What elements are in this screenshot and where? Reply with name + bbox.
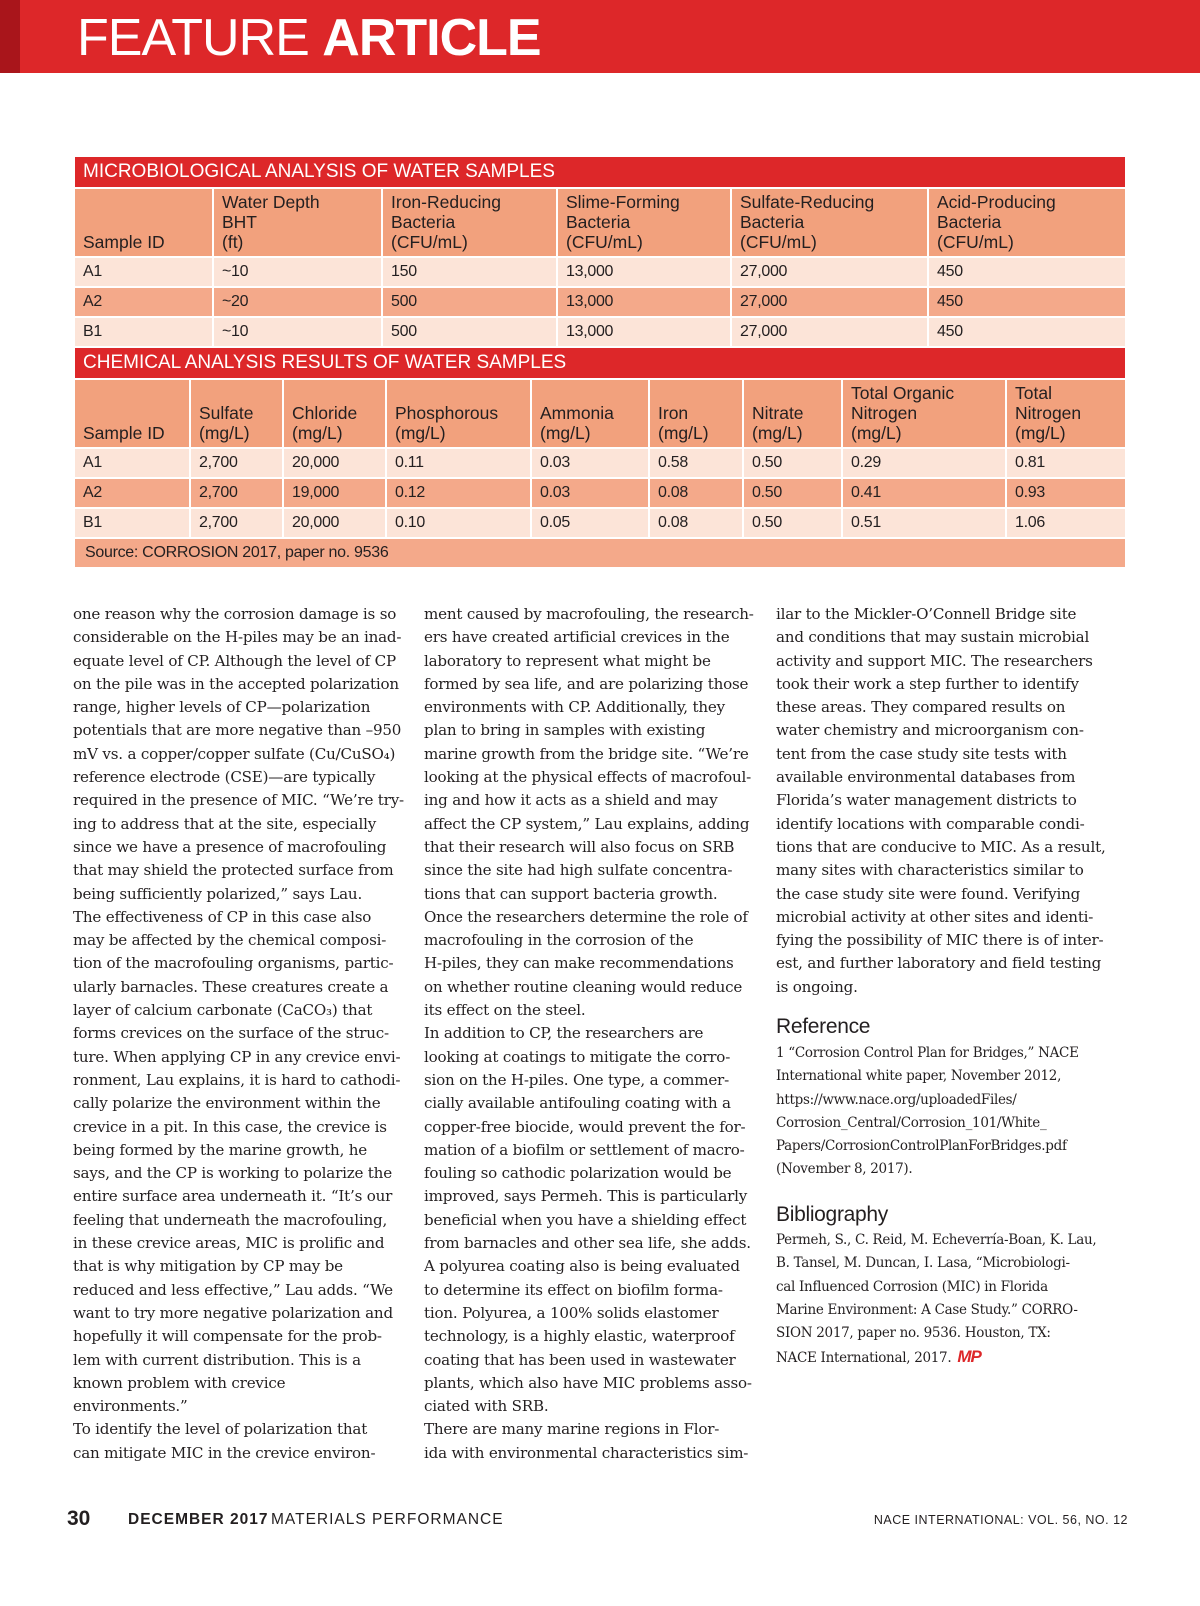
- table-cell: 0.08: [650, 479, 744, 509]
- text-line: laboratory to represent what might be: [424, 651, 711, 670]
- page-number: 30: [67, 1507, 91, 1530]
- text-line: many sites with characteristics similar to: [776, 861, 1084, 880]
- table-cell: 13,000: [558, 258, 732, 288]
- text-line: one reason why the corrosion damage is so: [73, 605, 397, 623]
- text-line: to determine its effect on biofilm forma-: [424, 1280, 723, 1299]
- table-row: [75, 258, 1125, 288]
- table2-column-header-line: (mg/L): [658, 423, 709, 443]
- table1-column-header: [75, 189, 214, 258]
- text-line: Marine Environment: A Case Study.” CORRO-: [776, 1301, 1078, 1318]
- table-cell: 0.03: [532, 449, 650, 479]
- table1-column-header-line: Bacteria: [391, 212, 456, 232]
- text-line: mation of a biofilm or settlement of macro-: [424, 1140, 745, 1159]
- text-line: Permeh, S., C. Reid, M. Echeverría-Boan, K. Lau,: [776, 1232, 1097, 1248]
- table2-column-header: [650, 380, 744, 449]
- chemical-table: [75, 348, 1125, 539]
- table-cell: 1.06: [1007, 509, 1125, 539]
- text-line: activity and support MIC. The researchers: [776, 651, 1093, 670]
- table-row: [75, 479, 1125, 509]
- table1-column-header-line: Slime-Forming: [566, 192, 680, 212]
- table1-column-header-line: (CFU/mL): [740, 232, 817, 252]
- text-line: macrofouling in the corrosion of the: [424, 931, 694, 950]
- text-line: potentials that are more negative than –950: [73, 721, 402, 740]
- text-line: affect the CP system,” Lau explains, adding: [424, 814, 750, 833]
- table2-column-header-line: Sample ID: [83, 423, 165, 443]
- table-cell: 2,700: [191, 509, 284, 539]
- table1-column-header-line: Water Depth: [222, 192, 320, 212]
- text-line: being formed by the marine growth, he: [73, 1140, 368, 1159]
- table2-column-header-line: Total: [1015, 383, 1052, 403]
- table1-column-header-line: Sample ID: [83, 232, 165, 252]
- body-column-3: [776, 603, 1106, 999]
- text-line: ers have created artificial crevices in the: [424, 628, 730, 647]
- table-row: [75, 449, 1125, 479]
- text-line: took their work a step further to identify: [776, 674, 1079, 693]
- text-line: forms crevices on the surface of the struc-: [73, 1024, 389, 1043]
- text-line: reduced and less effective,” Lau adds. “We: [73, 1280, 393, 1299]
- text-line: environments with CP. Additionally, they: [424, 698, 725, 717]
- table-cell: 0.12: [387, 479, 532, 509]
- section-title: [77, 8, 541, 68]
- table1-column-header-line: BHT: [222, 212, 257, 232]
- text-line: ida with environmental characteristics sim-: [424, 1443, 749, 1462]
- text-line: tions that are conducive to MIC. As a result,: [776, 837, 1106, 856]
- table-cell: 13,000: [558, 318, 732, 348]
- table2-column-header-line: Iron: [658, 403, 689, 423]
- text-line: ing to address that at the site, especially: [73, 814, 377, 833]
- text-line: lem with current distribution. This is a: [73, 1350, 361, 1369]
- table1-column-header-line: Acid-Producing: [937, 192, 1056, 212]
- text-line: plants, which also have MIC problems asso-: [424, 1373, 752, 1392]
- issue-date: DECEMBER 2017: [128, 1511, 269, 1528]
- publisher-volume: NACE INTERNATIONAL: VOL. 56, NO. 12: [873, 1513, 1128, 1527]
- table2-column-header: [843, 380, 1007, 449]
- table-cell: 0.10: [387, 509, 532, 539]
- text-line: marine growth from the bridge site. “We’re: [424, 744, 749, 763]
- text-line: being sufficiently polarized,” says Lau.: [73, 884, 363, 903]
- text-line: reference electrode (CSE)—are typically: [73, 768, 376, 787]
- table-cell: 0.03: [532, 479, 650, 509]
- table1-column-header-line: Iron-Reducing: [391, 192, 501, 212]
- table2-column-header-line: (mg/L): [199, 423, 250, 443]
- text-line: tion. Polyurea, a 100% solids elastomer: [424, 1303, 719, 1322]
- text-line: technology, is a highly elastic, waterproof: [424, 1327, 735, 1346]
- table2-column-header: [532, 380, 650, 449]
- text-line: (November 8, 2017).: [776, 1161, 913, 1178]
- table-cell: ~20: [214, 288, 383, 318]
- table2-column-header-line: (mg/L): [1015, 423, 1066, 443]
- text-line: formed by sea life, and are polarizing those: [424, 674, 749, 693]
- table-cell: 2,700: [191, 479, 284, 509]
- table-cell: 500: [383, 288, 558, 318]
- table2-column-header-line: (mg/L): [395, 423, 446, 443]
- table2-column-header: [1007, 380, 1125, 449]
- table-cell: A1: [75, 449, 191, 479]
- chemical-table-title: CHEMICAL ANALYSIS RESULTS OF WATER SAMPLES: [75, 348, 1125, 380]
- table1-column-header-line: (CFU/mL): [566, 232, 643, 252]
- table-source-note: Source: CORROSION 2017, paper no. 9536: [75, 539, 1125, 567]
- table-cell: 2,700: [191, 449, 284, 479]
- text-line: H-piles, they can make recommendations: [424, 954, 734, 973]
- text-line: cal Influenced Corrosion (MIC) in Florida: [776, 1278, 1048, 1295]
- text-line: coating that has been used in wastewater: [424, 1350, 736, 1369]
- text-line: https://www.nace.org/uploadedFiles/: [776, 1091, 1017, 1108]
- table-cell: 0.50: [744, 479, 843, 509]
- text-line: ilar to the Mickler-O’Connell Bridge site: [776, 605, 1077, 623]
- table-cell: 0.58: [650, 449, 744, 479]
- text-line: on whether routine cleaning would reduce: [424, 977, 743, 996]
- mp-logo-icon: MP: [957, 1347, 981, 1367]
- table-cell: 0.41: [843, 479, 1007, 509]
- text-line: and conditions that may sustain microbial: [776, 628, 1090, 647]
- table2-column-header-line: (mg/L): [540, 423, 591, 443]
- table-cell: A1: [75, 258, 214, 288]
- table-cell: 500: [383, 318, 558, 348]
- text-line: The effectiveness of CP in this case also: [73, 907, 372, 926]
- text-line: Papers/CorrosionControlPlanForBridges.pdf: [776, 1138, 1067, 1155]
- table-row: [75, 288, 1125, 318]
- table2-column-header-line: (mg/L): [851, 423, 902, 443]
- table-cell: 27,000: [732, 258, 929, 288]
- text-line: layer of calcium carbonate (CaCO₃) that: [73, 1001, 373, 1020]
- table1-column-header-line: Bacteria: [740, 212, 805, 232]
- table2-column-header-line: Ammonia: [540, 403, 614, 423]
- table-cell: A2: [75, 479, 191, 509]
- table2-column-header-line: Chloride: [292, 403, 358, 423]
- table-cell: A2: [75, 288, 214, 318]
- table2-column-header: [744, 380, 843, 449]
- text-line: ture. When applying CP in any crevice envi-: [73, 1047, 401, 1066]
- table1-column-header-line: Bacteria: [566, 212, 631, 232]
- text-line: SION 2017, paper no. 9536. Houston, TX:: [776, 1325, 1051, 1342]
- text-line: copper-free biocide, would prevent the for-: [424, 1117, 746, 1136]
- reference-heading: Reference: [776, 1015, 871, 1038]
- table-cell: 450: [929, 318, 1125, 348]
- table-cell: ~10: [214, 318, 383, 348]
- text-line: in these crevice areas, MIC is prolific and: [73, 1234, 385, 1253]
- table2-column-header-line: Phosphorous: [395, 403, 499, 423]
- table-cell: 0.11: [387, 449, 532, 479]
- text-line: considerable on the H-piles may be an inad-: [73, 628, 402, 647]
- table2-column-header-line: Total Organic: [851, 383, 955, 403]
- table-cell: 0.81: [1007, 449, 1125, 479]
- text-line: ing and how it acts as a shield and may: [424, 791, 718, 810]
- table1-column-header-line: Sulfate-Reducing: [740, 192, 875, 212]
- table1-column-header: [732, 189, 929, 258]
- text-line: est, and further laboratory and field testing: [776, 954, 1102, 973]
- text-line: cially available antifouling coating with a: [424, 1094, 731, 1113]
- table-cell: 27,000: [732, 318, 929, 348]
- table-cell: 19,000: [284, 479, 387, 509]
- table-cell: 0.50: [744, 509, 843, 539]
- text-line: equate level of CP. Although the level of CP: [73, 651, 396, 670]
- table1-column-header-line: (CFU/mL): [937, 232, 1014, 252]
- table-cell: B1: [75, 509, 191, 539]
- table1-column-header-line: (ft): [222, 232, 244, 252]
- table2-column-header: [284, 380, 387, 449]
- table-row: [75, 318, 1125, 348]
- text-line: may be affected by the chemical composi-: [73, 931, 387, 950]
- bibliography-heading: Bibliography: [776, 1203, 888, 1226]
- text-line: Once the researchers determine the role of: [424, 907, 748, 926]
- text-line: There are many marine regions in Flor-: [424, 1420, 720, 1439]
- table-cell: 20,000: [284, 509, 387, 539]
- table-cell: 0.05: [532, 509, 650, 539]
- text-line: is ongoing.: [776, 977, 858, 996]
- table-cell: 150: [383, 258, 558, 288]
- text-line: fouling so cathodic polarization would be: [424, 1164, 732, 1183]
- text-line: crevice in a pit. In this case, the crevice is: [73, 1117, 387, 1136]
- text-line: fying the possibility of MIC there is of inter-: [776, 931, 1104, 950]
- body-column-2: [424, 603, 754, 1465]
- text-line: B. Tansel, M. Duncan, I. Lasa, “Microbiologi-: [776, 1255, 1070, 1272]
- text-line: from barnacles and other sea life, she adds.: [424, 1234, 751, 1253]
- text-line: says, and the CP is working to polarize the: [73, 1164, 392, 1183]
- table-cell: 450: [929, 258, 1125, 288]
- microbiological-table-title: MICROBIOLOGICAL ANALYSIS OF WATER SAMPLES: [75, 157, 1125, 189]
- text-line: ment caused by macrofouling, the research-: [424, 605, 754, 623]
- table-cell: 13,000: [558, 288, 732, 318]
- header-edge-bar: [0, 0, 20, 73]
- text-line: Florida’s water management districts to: [776, 791, 1077, 810]
- table1-column-header: [929, 189, 1125, 258]
- table2-column-header: [387, 380, 532, 449]
- text-line: In addition to CP, the researchers are: [424, 1024, 704, 1043]
- text-line: ularly barnacles. These creatures create a: [73, 977, 389, 996]
- text-line: since we have a presence of macrofouling: [73, 837, 387, 856]
- text-line: plan to bring in samples with existing: [424, 721, 706, 740]
- text-line: NACE International, 2017. MP: [776, 1345, 1106, 1370]
- text-line: 1 “Corrosion Control Plan for Bridges,” NACE: [776, 1045, 1079, 1061]
- text-line: that may shield the protected surface from: [73, 861, 394, 880]
- table2-column-header-line: Nitrate: [752, 403, 804, 423]
- section-title-bold: ARTICLE: [322, 9, 541, 67]
- table2-column-header-line: (mg/L): [752, 423, 803, 443]
- table1-column-header: [214, 189, 383, 258]
- table-cell: 27,000: [732, 288, 929, 318]
- table1-column-header: [558, 189, 732, 258]
- text-line: on the pile was in the accepted polarization: [73, 674, 399, 693]
- text-line: these areas. They compared results on: [776, 698, 1066, 717]
- page-footer: [0, 1507, 1200, 1533]
- table-cell: 0.51: [843, 509, 1007, 539]
- text-line: looking at the physical effects of macrofoul-: [424, 768, 752, 787]
- section-title-light: FEATURE: [77, 9, 323, 67]
- text-line: that is why mitigation by CP may be: [73, 1257, 343, 1276]
- text-line: identify locations with comparable condi-: [776, 814, 1085, 833]
- text-line: environments.”: [73, 1397, 188, 1416]
- analysis-tables: [75, 157, 1125, 567]
- text-line: hopefully it will compensate for the prob-: [73, 1327, 382, 1346]
- table1-column-header-line: Bacteria: [937, 212, 1002, 232]
- feature-header: [0, 0, 1200, 73]
- table-cell: 450: [929, 288, 1125, 318]
- table-cell: 0.50: [744, 449, 843, 479]
- table2-column-header: [191, 380, 284, 449]
- text-line: Corrosion_Central/Corrosion_101/White_: [776, 1114, 1047, 1131]
- table2-column-header-line: Nitrogen: [851, 403, 918, 423]
- text-line: tions that can support bacteria growth.: [424, 884, 718, 903]
- text-line: required in the presence of MIC. “We’re try-: [73, 791, 404, 810]
- table1-column-header: [383, 189, 558, 258]
- text-line: known problem with crevice: [73, 1373, 286, 1392]
- text-line: microbial activity at other sites and identi-: [776, 907, 1094, 926]
- text-line: want to try more negative polarization and: [73, 1303, 393, 1322]
- text-line: improved, says Permeh. This is particularly: [424, 1187, 748, 1206]
- text-line: tion of the macrofouling organisms, partic-: [73, 954, 394, 973]
- table-row: [75, 509, 1125, 539]
- text-line: looking at coatings to mitigate the corro-: [424, 1047, 731, 1066]
- table2-column-header-line: (mg/L): [292, 423, 343, 443]
- table-cell: 0.29: [843, 449, 1007, 479]
- text-line: water chemistry and microorganism con-: [776, 721, 1084, 740]
- text-line: feeling that underneath the macrofouling,: [73, 1210, 388, 1229]
- text-line: that their research will also focus on SRB: [424, 837, 735, 856]
- text-line: tent from the case study site tests with: [776, 744, 1067, 763]
- text-line: available environmental databases from: [776, 768, 1076, 787]
- text-line: International white paper, November 2012,: [776, 1068, 1062, 1085]
- text-line: entire surface area underneath it. “It’s our: [73, 1187, 393, 1206]
- table2-column-header-line: Sulfate: [199, 403, 254, 423]
- table-cell: B1: [75, 318, 214, 348]
- table-cell: ~10: [214, 258, 383, 288]
- bibliography-list: [776, 1229, 1106, 1371]
- text-line: sion on the H-piles. One type, a commer-: [424, 1070, 729, 1089]
- table1-column-header-line: (CFU/mL): [391, 232, 468, 252]
- text-line: range, higher levels of CP—polarization: [73, 698, 371, 717]
- text-line: ciated with SRB.: [424, 1397, 549, 1416]
- text-line: To identify the level of polarization that: [73, 1420, 368, 1439]
- table-cell: 0.93: [1007, 479, 1125, 509]
- microbiological-table: [75, 157, 1125, 348]
- table2-column-header: [75, 380, 191, 449]
- text-line: ronment, Lau explains, it is hard to cathodi-: [73, 1070, 401, 1089]
- text-line: can mitigate MIC in the crevice environ-: [73, 1443, 376, 1462]
- text-line: A polyurea coating also is being evaluated: [424, 1257, 740, 1276]
- text-line: its effect on the steel.: [424, 1001, 586, 1020]
- text-line: beneficial when you have a shielding effect: [424, 1210, 747, 1229]
- text-line: the case study site were found. Verifying: [776, 884, 1081, 903]
- text-line: mV vs. a copper/copper sulfate (Cu/CuSO₄): [73, 744, 396, 763]
- text-line: since the site had high sulfate concentra-: [424, 861, 733, 880]
- table-cell: 20,000: [284, 449, 387, 479]
- table-cell: 0.08: [650, 509, 744, 539]
- table2-column-header-line: Nitrogen: [1015, 403, 1082, 423]
- publication-name: MATERIALS PERFORMANCE: [271, 1511, 504, 1528]
- reference-list: [776, 1042, 1106, 1182]
- text-line: cally polarize the environment within the: [73, 1094, 381, 1113]
- body-column-1: [73, 603, 403, 1465]
